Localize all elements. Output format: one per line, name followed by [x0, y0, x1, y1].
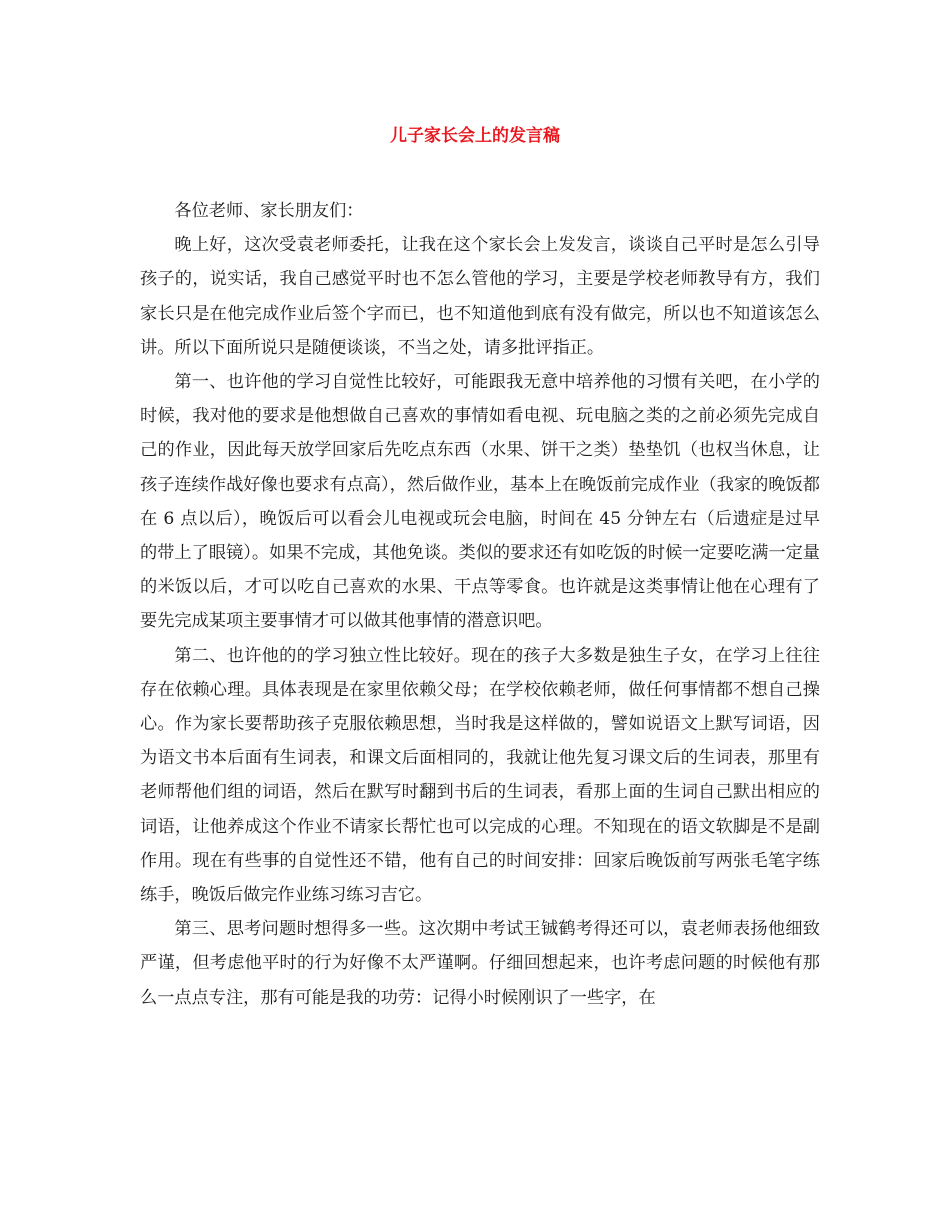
paragraph-point-one: 第一、也许他的学习自觉性比较好，可能跟我无意中培养他的习惯有关吧，在小学的时候，我对他的要求是他想做自己喜欢的事情如看电视、玩电脑之类的之前必须先完成自己的作业，因此每天放学回家后先吃点东西（水果、饼干之类）垫垫饥（也权当休息，让孩子连续作战好像也要求有点高），然后做作业，基本上在晚饭前完成作业（我家的晚饭都在 6 点以后），晚饭后可以看会儿电视或玩会电脑，时间在 45 分钟左右（后遗症是过早的带上了眼镜）。如果不完成，其他免谈。类似的要求还有如吃饭的时候一定要吃满一定量的米饭以后，才可以吃自己喜欢的水果、干点等零食。也许就是这类事情让他在心理有了要先完成某项主要事情才可以做其他事情的潜意识吧。 [140, 372, 820, 632]
paragraph-point-two: 第二、也许他的的学习独立性比较好。现在的孩子大多数是独生子女，在学习上往往存在依赖心理。具体表现是在家里依赖父母；在学校依赖老师，做任何事情都不想自己操心。作为家长要帮助孩子克服依赖思想，当时我是这样做的，譬如说语文上默写词语，因为语文书本后面有生词表，和课文后面相同的，我就让他先复习课文后的生词表，那里有老师帮他们组的词语，然后在默写时翻到书后的生词表，看那上面的生词自己默出相应的词语，让他养成这个作业不请家长帮忙也可以完成的心理。不知现在的语文软脚是不是副作用。现在有些事的自觉性还不错，他有自己的时间安排：回家后晚饭前写两张毛笔字练练手，晚饭后做完作业练习练习吉它。 [140, 645, 820, 906]
paragraph-greeting: 晚上好，这次受袁老师委托，让我在这个家长会上发发言，谈谈自己平时是怎么引导孩子的，说实话，我自己感觉平时也不怎么管他的学习，主要是学校老师教导有方，我们家长只是在他完成作业后签个字而已，也不知道他到底有没有做完，所以也不知道该怎么讲。所以下面所说只是随便谈谈，不当之处，请多批评指正。 [140, 235, 820, 358]
document-title: 儿子家长会上的发言稿 [390, 126, 560, 146]
salutation: 各位老师、家长朋友们： [174, 201, 364, 221]
document-body [140, 194, 820, 1015]
paragraph-point-three: 第三、思考问题时想得多一些。这次期中考试王铖鹤考得还可以，袁老师表扬他细致严谨，但考虑他平时的行为好像不太严谨啊。仔细回想起来，也许考虑问题的时候他有那么一点点专注，那有可能是我的功劳：记得小时候刚识了一些字，在 [140, 919, 820, 1008]
